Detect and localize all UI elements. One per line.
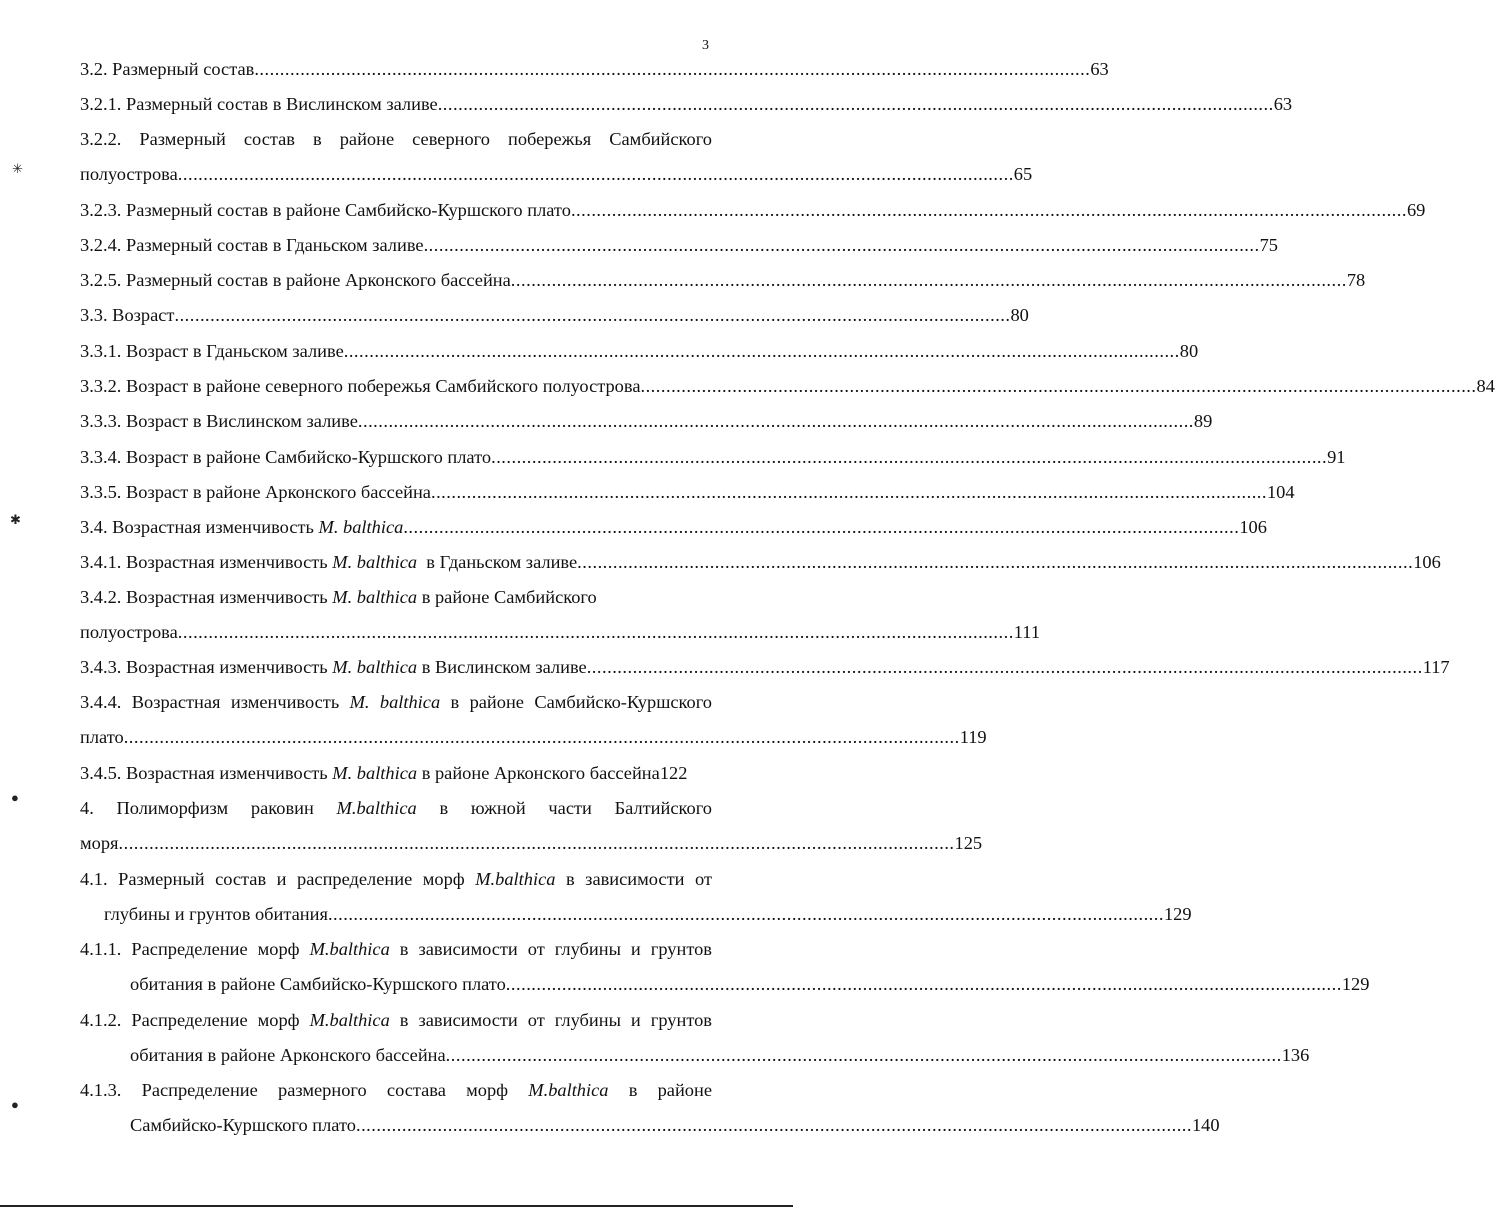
toc-entry-page: 91: [1327, 447, 1346, 467]
toc-entry-page: 65: [1013, 164, 1033, 184]
toc-entry: [80, 58, 1109, 80]
toc-entry-title: 3.2.1. Размерный состав в Вислинском заливе: [80, 94, 438, 114]
toc-entry: [80, 446, 1346, 468]
leader-dots: ....................................................................................................................................................................: [423, 235, 1260, 255]
scan-mark-icon: ●: [11, 1097, 19, 1112]
toc-entry-title: 3.4.1. Возрастная изменчивость M. balthica в Гданьском заливе: [80, 552, 578, 572]
toc-entry: [80, 304, 1029, 326]
toc-entry-page: 84: [1476, 376, 1495, 396]
toc-entry-page: 122: [659, 763, 688, 783]
toc-entry-title: 3.4.2. Возрастная изменчивость M. balthica в районе Самбийского: [80, 587, 597, 607]
species-name: M. balthica: [332, 552, 418, 572]
toc-entry: [80, 340, 1199, 362]
toc-entry: [80, 516, 1267, 538]
toc-entry-title: 4.1.1. Распределение морф M.balthica в зависимости от глубины и грунтов: [80, 939, 712, 959]
toc-entry-title: 4.1. Размерный состав и распределение морф M.balthica в зависимости от: [80, 869, 712, 889]
scan-mark-icon: ●: [11, 790, 19, 805]
toc-entry-page: 106: [1413, 552, 1441, 572]
toc-entry-page: 125: [954, 833, 983, 853]
species-name: M.balthica: [309, 939, 390, 959]
toc-entry: [80, 621, 1041, 643]
toc-entry-title-continued: обитания в районе Арконского бассейна: [130, 1045, 446, 1065]
species-name: M.balthica: [528, 1080, 609, 1100]
toc-entry: [80, 163, 1033, 185]
toc-entry: [80, 199, 1426, 221]
leader-dots: ....................................................................................................................................................................: [586, 657, 1423, 677]
toc-entry: [80, 762, 712, 784]
leader-dots: ....................................................................................................................................................................: [437, 94, 1274, 114]
toc-entry: [80, 410, 1213, 432]
toc-entry-page: 111: [1013, 622, 1041, 642]
toc-entry-title: 3.3.4. Возраст в районе Самбийско-Куршского плато: [80, 447, 492, 467]
leader-dots: ....................................................................................................................................................................: [403, 517, 1240, 537]
toc-entry: [80, 234, 1278, 256]
toc-entry: [130, 973, 1370, 995]
leader-dots: ....................................................................................................................................................................: [177, 622, 1014, 642]
toc-entry-page: 117: [1422, 657, 1450, 677]
bottom-rule: [0, 1205, 793, 1207]
leader-dots: ....................................................................................................................................................................: [445, 1045, 1282, 1065]
leader-dots: ....................................................................................................................................................................: [327, 904, 1164, 924]
toc-entry-title: 3.2.2. Размерный состав в районе северного побережья Самбийского: [80, 129, 712, 149]
toc-entry-title: 3.2. Размерный состав: [80, 59, 255, 79]
toc-entry: [130, 1044, 1310, 1066]
toc-entry-title: 4.1.3. Распределение размерного состава морф M.balthica в районе: [80, 1080, 712, 1100]
leader-dots: ....................................................................................................................................................................: [118, 833, 955, 853]
toc-entry-page: 80: [1179, 341, 1199, 361]
toc-entry-title-continued: полуострова: [80, 164, 178, 184]
toc-entry: [80, 269, 1366, 291]
toc-entry-title-continued: плато: [80, 727, 124, 747]
toc-entry-page: 69: [1406, 200, 1426, 220]
leader-dots: ....................................................................................................................................................................: [357, 411, 1194, 431]
toc-entry-title: 3.2.5. Размерный состав в районе Арконского бассейна: [80, 270, 511, 290]
toc-entry: [80, 832, 983, 854]
leader-dots: ....................................................................................................................................................................: [177, 164, 1014, 184]
toc-entry-page: 140: [1191, 1115, 1220, 1135]
toc-entry-title-continued: моря: [80, 833, 119, 853]
toc-entry-page: 78: [1346, 270, 1366, 290]
toc-entry-title: 3.2.3. Размерный состав в районе Самбийско-Куршского плато: [80, 200, 571, 220]
toc-entry-title: 3.3. Возраст: [80, 305, 175, 325]
toc-entry-title: 4. Полиморфизм раковин M.balthica в южной части Балтийского: [80, 798, 712, 818]
species-name: M. balthica: [349, 692, 441, 712]
toc-entry-page: 129: [1163, 904, 1192, 924]
toc-entry: [80, 656, 1450, 678]
toc-entry: [80, 375, 1495, 397]
species-name: M. balthica: [332, 587, 418, 607]
page-number: 3: [702, 38, 709, 53]
toc-entry-title-continued: полуострова: [80, 622, 178, 642]
leader-dots: ....................................................................................................................................................................: [505, 974, 1342, 994]
leader-dots: ....................................................................................................................................................................: [430, 482, 1267, 502]
leader-dots: ....................................................................................................................................................................: [640, 376, 1477, 396]
toc-entry-title: 3.3.2. Возраст в районе северного побережья Самбийского полуострова: [80, 376, 641, 396]
toc-entry-title: 3.3.5. Возраст в районе Арконского бассейна: [80, 482, 431, 502]
toc-entry-page: 63: [1090, 59, 1109, 79]
species-name: M.balthica: [475, 869, 556, 889]
toc-entry: [80, 551, 1441, 573]
leader-dots: ....................................................................................................................................................................: [577, 552, 1414, 572]
leader-dots: ....................................................................................................................................................................: [123, 727, 960, 747]
toc-entry-title-continued: обитания в районе Самбийско-Куршского плато: [130, 974, 506, 994]
species-name: M.balthica: [309, 1010, 390, 1030]
toc-entry-title: 3.3.3. Возраст в Вислинском заливе: [80, 411, 358, 431]
toc-entry: [80, 93, 1293, 115]
scan-mark-icon: ✱: [10, 512, 21, 527]
toc-entry-title: 3.3.1. Возраст в Гданьском заливе: [80, 341, 344, 361]
species-name: M. balthica: [318, 517, 404, 537]
toc-entry: [80, 481, 1295, 503]
leader-dots: ....................................................................................................................................................................: [491, 447, 1328, 467]
leader-dots: ....................................................................................................................................................................: [570, 200, 1407, 220]
leader-dots: ....................................................................................................................................................................: [355, 1115, 1192, 1135]
toc-entry-page: 104: [1266, 482, 1295, 502]
species-name: M. balthica: [332, 763, 418, 783]
toc-entry-title-continued: Самбийско-Куршского плато: [130, 1115, 356, 1135]
leader-dots: ....................................................................................................................................................................: [174, 305, 1011, 325]
toc-entry-title-continued: глубины и грунтов обитания: [104, 904, 328, 924]
leader-dots: ....................................................................................................................................................................: [254, 59, 1091, 79]
toc-entry: [130, 1114, 1220, 1136]
toc-entry-page: 129: [1341, 974, 1370, 994]
toc-entry-page: 80: [1010, 305, 1029, 325]
toc-entry-page: 136: [1281, 1045, 1310, 1065]
leader-dots: ....................................................................................................................................................................: [343, 341, 1180, 361]
toc-entry-title: 3.4.5. Возрастная изменчивость M. balthica в районе Арконского бассейна: [80, 763, 660, 783]
species-name: M. balthica: [332, 657, 418, 677]
toc-entry: [80, 726, 987, 748]
toc-entry-title: 3.4. Возрастная изменчивость M. balthica: [80, 517, 404, 537]
toc-entry-page: 119: [959, 727, 987, 747]
species-name: M.balthica: [336, 798, 417, 818]
toc-entry-page: 89: [1193, 411, 1213, 431]
toc-entry-title: 3.4.4. Возрастная изменчивость M. balthica в районе Самбийско-Куршского: [80, 692, 712, 712]
toc-entry-page: 75: [1259, 235, 1278, 255]
toc-entry: [104, 903, 1192, 925]
toc-entry-title: 3.2.4. Размерный состав в Гданьском заливе: [80, 235, 424, 255]
toc-entry-page: 106: [1239, 517, 1267, 537]
toc-entry-title: 4.1.2. Распределение морф M.balthica в зависимости от глубины и грунтов: [80, 1010, 712, 1030]
toc-entry-title: 3.4.3. Возрастная изменчивость M. balthica в Вислинском заливе: [80, 657, 587, 677]
leader-dots: ....................................................................................................................................................................: [510, 270, 1347, 290]
toc-entry-page: 63: [1273, 94, 1293, 114]
scan-mark-icon: ✳: [12, 161, 23, 176]
